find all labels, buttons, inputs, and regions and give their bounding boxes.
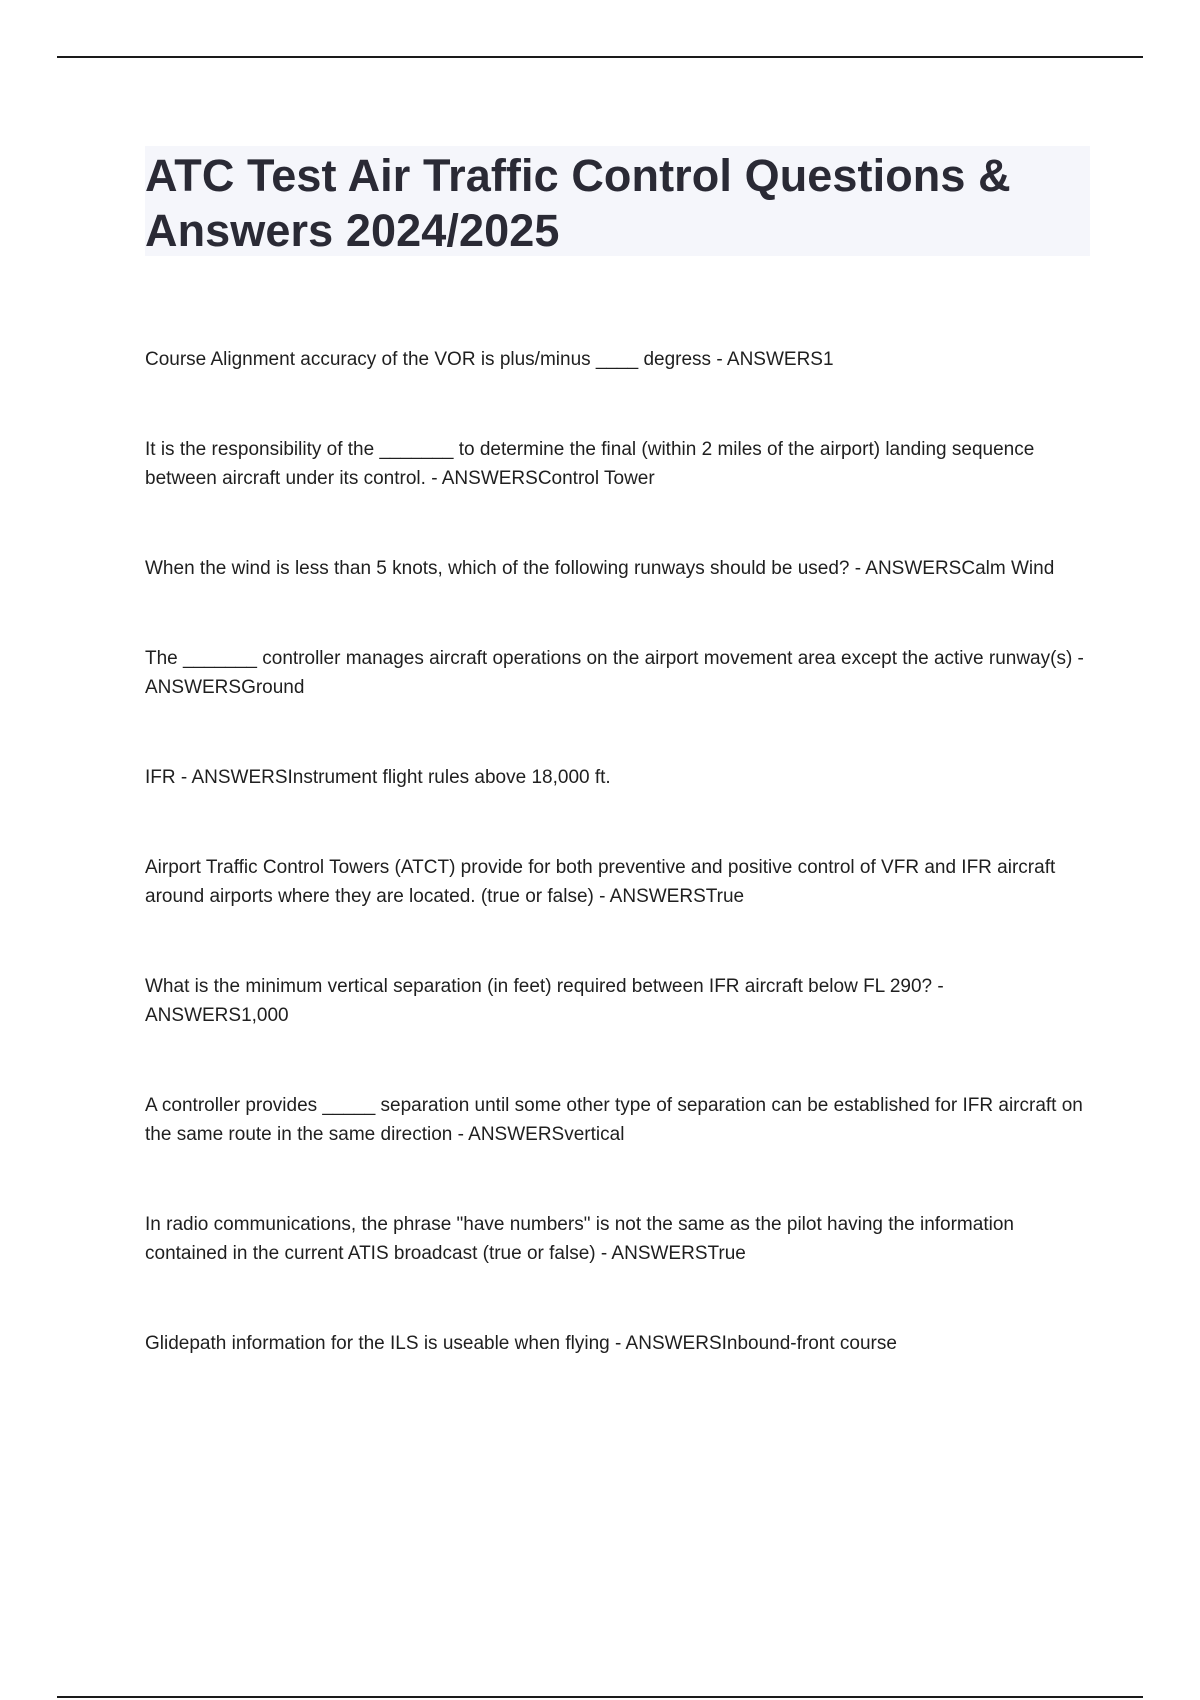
title-block: [145, 146, 1090, 256]
qa-item-5: IFR - ANSWERSInstrument flight rules above 18,000 ft.: [145, 767, 611, 788]
qa-item-4: The _______ controller manages aircraft operations on the airport movement area except the active runway(s) - ANSWERSGround: [145, 648, 1084, 698]
qa-list: [145, 345, 1090, 1358]
qa-item-10: Glidepath information for the ILS is useable when flying - ANSWERSInbound-front course: [145, 1333, 897, 1354]
top-divider: [57, 56, 1143, 58]
qa-item-9: In radio communications, the phrase "have numbers" is not the same as the pilot having the information contained in the current ATIS broadcast (true or false) - ANSWERSTrue: [145, 1214, 1014, 1264]
qa-item-7: What is the minimum vertical separation (in feet) required between IFR aircraft below FL 290? - ANSWERS1,000: [145, 976, 944, 1026]
bottom-divider: [57, 1696, 1143, 1698]
qa-item-1: Course Alignment accuracy of the VOR is plus/minus ____ degress - ANSWERS1: [145, 349, 834, 370]
qa-item-6: Airport Traffic Control Towers (ATCT) provide for both preventive and positive control of VFR and IFR aircraft around airports where they are located. (true or false) - ANSWERSTrue: [145, 857, 1056, 907]
document-title: ATC Test Air Traffic Control Questions & Answers 2024/2025: [145, 150, 1011, 256]
qa-item-3: When the wind is less than 5 knots, which of the following runways should be used? - ANSWERSCalm Wind: [145, 558, 1055, 579]
qa-item-2: It is the responsibility of the _______ to determine the final (within 2 miles of the airport) landing sequence between aircraft under its control. - ANSWERSControl Tower: [145, 439, 1035, 489]
qa-item-8: A controller provides _____ separation until some other type of separation can be established for IFR aircraft on the same route in the same direction - ANSWERSvertical: [145, 1095, 1083, 1145]
